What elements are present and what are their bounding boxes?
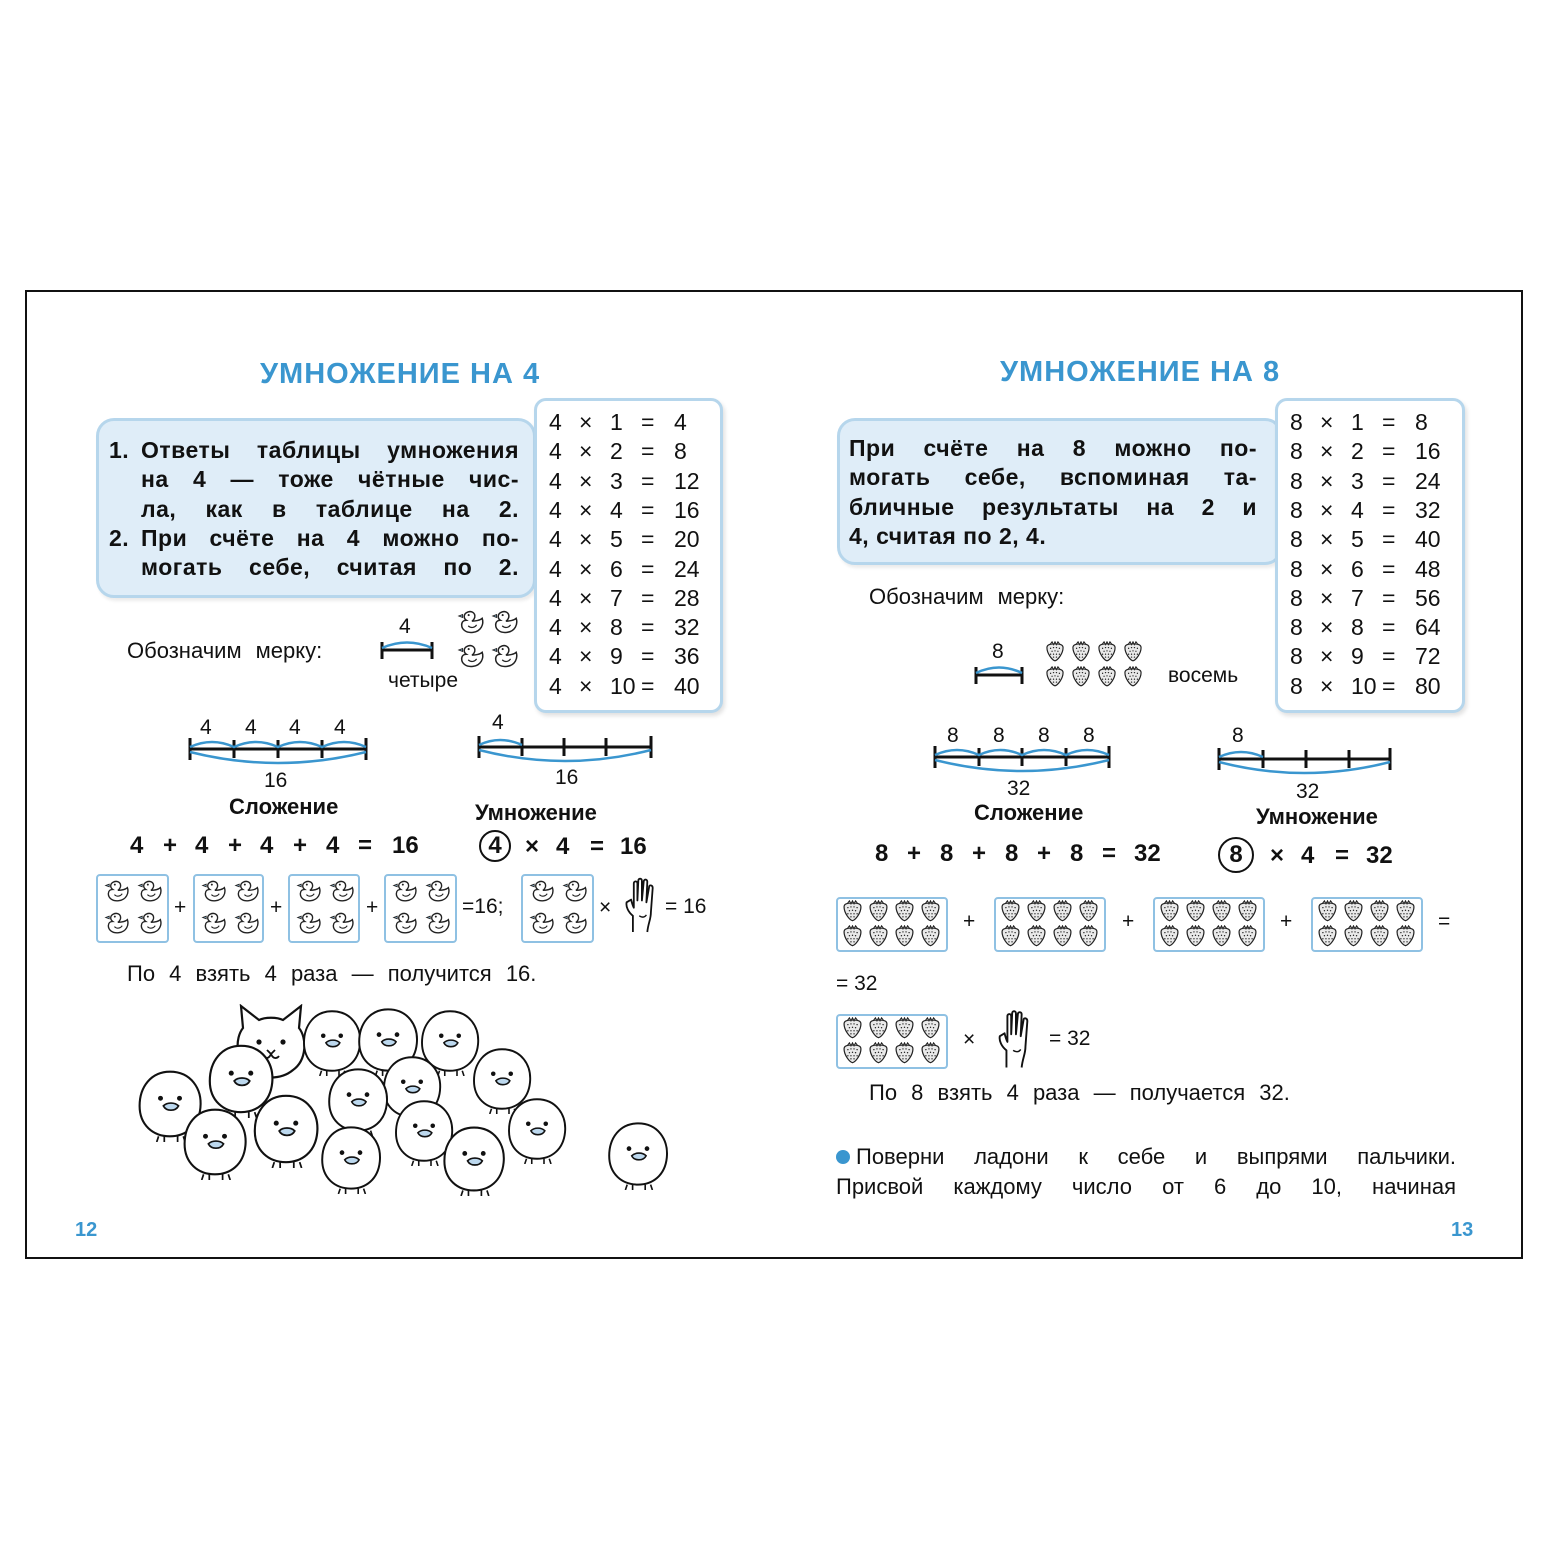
table-cell: 8 <box>1415 409 1428 435</box>
duck-icon <box>137 911 163 937</box>
rule-line: При счёте на 8 можно по- <box>849 435 1257 461</box>
table-cell: × <box>1320 467 1334 494</box>
eq-term: 8 <box>1070 840 1084 867</box>
addition-equation-left <box>130 832 430 862</box>
segment-label: 4 <box>200 716 212 739</box>
addition-label-right: Сложение <box>974 800 1084 825</box>
table-cell: 8 <box>1290 409 1303 435</box>
table-cell: 12 <box>674 467 700 494</box>
chick-icon <box>247 1090 325 1168</box>
table-cell: = <box>1382 496 1396 523</box>
strawberry-icon <box>867 1017 890 1040</box>
table-cell: = <box>641 496 655 523</box>
rule-text-right <box>849 434 1257 551</box>
eq-op: × <box>525 833 540 860</box>
strawberry-icon <box>1070 641 1092 663</box>
strawberry-icon <box>999 900 1022 923</box>
strawberry-icon <box>1210 900 1233 923</box>
strawberry-icon <box>1077 925 1100 948</box>
duck-icon <box>104 911 130 937</box>
duck-icon <box>234 911 260 937</box>
table-cell: = <box>641 526 655 553</box>
mult-label-right: Умножение <box>1256 804 1378 829</box>
table-cell: = <box>1382 438 1396 465</box>
table-cell: 6 <box>1351 555 1364 582</box>
table-cell: = <box>641 643 655 670</box>
segment-label: 4 <box>334 716 346 739</box>
table-cell: 64 <box>1415 614 1441 641</box>
table-cell: 2 <box>1351 438 1364 465</box>
eq-term: 4 <box>260 832 274 859</box>
multiplication-number-line-left <box>474 730 659 770</box>
mult-label-left: Умножение <box>475 800 597 825</box>
eq-term: 8 <box>940 840 954 867</box>
table-cell: 5 <box>1351 526 1364 553</box>
table-cell: × <box>579 614 593 641</box>
table-cell: 6 <box>610 555 623 582</box>
eq-op: + <box>972 840 987 867</box>
strawberry-icon <box>919 1017 942 1040</box>
table-cell: 16 <box>674 496 700 523</box>
page-title-left: УМНОЖЕНИЕ НА 4 <box>260 358 541 390</box>
table-cell: = <box>641 672 655 699</box>
picture-plus: + <box>270 896 283 919</box>
multiplication-equation-right <box>1218 837 1418 871</box>
segment-label: 8 <box>993 724 1005 747</box>
duck-icon <box>234 879 260 905</box>
table-cell: 36 <box>674 643 700 670</box>
picture-times: × <box>963 1028 976 1051</box>
strawberry-icon <box>1051 925 1074 948</box>
chick-icon <box>602 1118 674 1190</box>
table-cell: 2 <box>610 438 623 465</box>
segment-label: 4 <box>289 716 301 739</box>
table-cell: × <box>1320 614 1334 641</box>
strawberry-icon <box>1096 666 1118 688</box>
duck-icon <box>425 879 451 905</box>
multiplication-equation-left <box>479 830 679 862</box>
strawberry-icon <box>1236 925 1259 948</box>
table-cell: 9 <box>610 643 623 670</box>
table-cell: × <box>579 409 593 435</box>
eq-op: + <box>163 832 178 859</box>
strawberry-icon <box>1394 925 1417 948</box>
table-cell: × <box>579 643 593 670</box>
duck-icon <box>329 911 355 937</box>
table-cell: = <box>641 555 655 582</box>
chick-icon <box>315 1122 387 1194</box>
table-cell: 8 <box>1290 555 1303 582</box>
picture-result-left: =16; <box>462 895 504 918</box>
conclusion-left: По 4 взять 4 раза — получится 16. <box>127 961 537 986</box>
rule-item-1-text <box>141 436 519 524</box>
table-cell: 7 <box>1351 584 1364 611</box>
table-cell: × <box>579 467 593 494</box>
table-cell: 8 <box>1290 584 1303 611</box>
rule-item-2 <box>109 524 519 583</box>
table-cell: × <box>1320 496 1334 523</box>
strawberry-icon <box>1070 666 1092 688</box>
picture-result2-left: = 16 <box>665 895 707 918</box>
eq-op: + <box>907 840 922 867</box>
rule-line: на 4 — тоже чётные чис- <box>141 466 519 493</box>
strawberry-icon <box>841 925 864 948</box>
measure-segment-left <box>378 639 438 661</box>
table-cell: 32 <box>1415 496 1441 523</box>
table-cell: 4 <box>549 409 562 435</box>
eq-term: 4 <box>130 832 144 859</box>
chick-icon <box>437 1122 511 1196</box>
table-cell: 5 <box>610 526 623 553</box>
segment-label: 4 <box>245 716 257 739</box>
conclusion-right: По 8 взять 4 раза — получается 32. <box>869 1080 1290 1105</box>
strawberry-icon <box>1025 900 1048 923</box>
strawberry-icon <box>893 900 916 923</box>
addition-total-right: 32 <box>1007 777 1031 800</box>
eq-result: 16 <box>392 832 419 859</box>
duck-icon <box>392 879 418 905</box>
eq-term: 8 <box>1005 840 1019 867</box>
table-cell: 8 <box>1290 526 1303 553</box>
segment-label: 8 <box>947 724 959 747</box>
strawberry-icon <box>867 925 890 948</box>
picture-plus: + <box>174 896 187 919</box>
duck-icon <box>562 879 588 905</box>
strawberry-icon <box>893 925 916 948</box>
strawberry-icon <box>1342 900 1365 923</box>
table-cell: × <box>579 555 593 582</box>
textbook-spread <box>25 290 1523 1259</box>
table-cell: = <box>641 438 655 465</box>
page-title-right: УМНОЖЕНИЕ НА 8 <box>1000 356 1281 388</box>
rule-item-2-number: 2. <box>109 524 130 551</box>
table-cell: 80 <box>1415 672 1441 699</box>
picture-times: × <box>599 896 612 919</box>
table-cell: 7 <box>610 584 623 611</box>
task-line-1 <box>836 1142 1456 1172</box>
bullet-icon <box>836 1150 850 1164</box>
strawberry-icon <box>893 1042 916 1065</box>
strawberry-icon <box>919 900 942 923</box>
rule-item-1-number: 1. <box>109 437 130 463</box>
table-cell: 4 <box>1351 496 1364 523</box>
task-line-2: Присвой каждому число от 6 до 10, начиная <box>836 1174 1456 1199</box>
duck-icon <box>296 879 322 905</box>
table-cell: 48 <box>1415 555 1441 582</box>
strawberry-icon <box>1122 641 1144 663</box>
rule-line: При счёте на 4 можно по- <box>141 524 519 551</box>
strawberry-icon <box>1316 900 1339 923</box>
duck-icon <box>296 911 322 937</box>
measure-segment-right <box>972 664 1028 686</box>
addition-label-left: Сложение <box>229 794 339 819</box>
strawberry-icon <box>841 1042 864 1065</box>
table-cell: = <box>1382 584 1396 611</box>
strawberry-icon <box>1236 900 1259 923</box>
rule-item-1 <box>109 436 519 524</box>
circled-measure: 4 <box>479 830 511 862</box>
table-cell: × <box>1320 438 1334 465</box>
duck-icon <box>529 879 555 905</box>
table-cell: = <box>1382 467 1396 494</box>
eq-term: 4 <box>195 832 209 859</box>
strawberry-icon <box>867 900 890 923</box>
strawberry-icon <box>1394 900 1417 923</box>
table-cell: 10 <box>1351 672 1377 699</box>
eq-op: = <box>590 833 605 860</box>
table-cell: 56 <box>1415 584 1441 611</box>
circled-measure: 8 <box>1218 837 1254 873</box>
segment-label: 8 <box>1038 724 1050 747</box>
table-cell: 4 <box>549 496 562 523</box>
eq-term: 4 <box>556 833 570 860</box>
table-cell: 4 <box>549 614 562 641</box>
table-cell: 4 <box>549 467 562 494</box>
strawberry-icon <box>1158 900 1181 923</box>
table-cell: 8 <box>1290 672 1303 699</box>
chick-icon <box>177 1104 253 1180</box>
table-cell: × <box>579 438 593 465</box>
table-cell: × <box>579 584 593 611</box>
table-cell: 8 <box>1290 643 1303 670</box>
table-cell: 4 <box>549 438 562 465</box>
table-cell: × <box>1320 643 1334 670</box>
table-cell: 40 <box>674 672 700 699</box>
table-cell: = <box>1382 614 1396 641</box>
task-line-1-text: Поверни ладони к себе и выпрями пальчики. <box>856 1144 1456 1169</box>
eq-op: + <box>1037 840 1052 867</box>
table-cell: 24 <box>674 555 700 582</box>
rule-line: Ответы таблицы умножения <box>141 437 519 463</box>
duck-icon <box>562 911 588 937</box>
table-cell: 4 <box>610 496 623 523</box>
table-cell: 9 <box>1351 643 1364 670</box>
addition-number-line-left <box>185 732 375 772</box>
duck-icon <box>457 609 485 637</box>
duck-icon <box>329 879 355 905</box>
table-cell: × <box>579 526 593 553</box>
table-cell: 72 <box>1415 643 1441 670</box>
picture-plus: + <box>366 896 379 919</box>
mult-total-right: 32 <box>1296 780 1320 803</box>
addition-equation-right <box>875 840 1175 870</box>
table-cell: 4 <box>549 672 562 699</box>
picture-equals: = <box>1438 910 1451 933</box>
table-cell: × <box>1320 672 1334 699</box>
rule-line: могать себе, считая по 2. <box>141 554 519 581</box>
table-cell: = <box>641 584 655 611</box>
table-cell: 8 <box>1290 496 1303 523</box>
measure-value-right: 8 <box>992 640 1004 663</box>
strawberry-icon <box>1342 925 1365 948</box>
strawberry-icon <box>1096 641 1118 663</box>
picture-plus: + <box>1280 910 1293 933</box>
strawberry-icon <box>1184 925 1207 948</box>
table-cell: 10 <box>610 672 636 699</box>
eq-op: + <box>293 832 308 859</box>
table-cell: 16 <box>1415 438 1441 465</box>
strawberry-icon <box>1077 900 1100 923</box>
eq-op: + <box>228 832 243 859</box>
rule-line: бличные результаты на 2 и <box>849 493 1257 520</box>
eq-op: × <box>1270 842 1285 869</box>
strawberry-icon <box>1122 666 1144 688</box>
duck-icon <box>104 879 130 905</box>
table-cell: = <box>1382 643 1396 670</box>
table-cell: × <box>579 496 593 523</box>
table-cell: = <box>641 467 655 494</box>
strawberry-icon <box>1368 925 1391 948</box>
strawberry-icon <box>1368 900 1391 923</box>
strawberry-icon <box>841 900 864 923</box>
rule-line: 4, считая по 2, 4. <box>849 522 1047 549</box>
strawberry-icon <box>919 925 942 948</box>
duck-icon <box>201 911 227 937</box>
duck-icon <box>392 911 418 937</box>
table-cell: 28 <box>674 584 700 611</box>
task-text-right <box>836 1142 1456 1202</box>
table-cell: = <box>1382 526 1396 553</box>
picture-result-right: = 32 <box>836 972 878 995</box>
eq-result: 32 <box>1366 842 1393 869</box>
strawberry-icon <box>1044 666 1066 688</box>
strawberry-icon <box>1316 925 1339 948</box>
measure-word-right: восемь <box>1168 664 1239 687</box>
rule-text-left <box>109 436 519 582</box>
strawberry-icon <box>867 1042 890 1065</box>
table-cell: 8 <box>1351 614 1364 641</box>
rule-line: могать себе, вспоминая та- <box>849 464 1257 491</box>
table-cell: × <box>1320 555 1334 582</box>
measure-word-left: четыре <box>388 669 458 692</box>
eq-result: 32 <box>1134 840 1161 867</box>
strawberry-icon <box>1051 900 1074 923</box>
table-cell: 4 <box>549 526 562 553</box>
eq-term: 4 <box>326 832 340 859</box>
eq-op: = <box>1335 842 1350 869</box>
measure-label-left: Обозначим мерку: <box>127 638 323 663</box>
table-cell: 8 <box>674 438 687 465</box>
measure-value-left: 4 <box>399 615 411 638</box>
duck-icon <box>457 643 485 671</box>
hand-icon <box>623 874 659 936</box>
segment-label: 8 <box>1083 724 1095 747</box>
rule-line: ла, как в таблице на 2. <box>141 495 519 522</box>
page-number-left: 12 <box>75 1219 98 1241</box>
hand-icon <box>996 1007 1034 1071</box>
strawberry-icon <box>1184 900 1207 923</box>
eq-result: 16 <box>620 833 647 860</box>
measure-label-right: Обозначим мерку: <box>869 584 1065 609</box>
duck-icon <box>529 911 555 937</box>
eq-op: = <box>1102 840 1117 867</box>
page-number-right: 13 <box>1451 1219 1474 1241</box>
table-cell: 32 <box>674 614 700 641</box>
eq-term: 8 <box>875 840 889 867</box>
chicks-illustration <box>127 1004 687 1204</box>
chick-icon <box>502 1094 572 1164</box>
strawberry-icon <box>999 925 1022 948</box>
strawberry-icon <box>1025 925 1048 948</box>
table-cell: 8 <box>1290 467 1303 494</box>
duck-icon <box>137 879 163 905</box>
segment-label: 4 <box>492 711 504 734</box>
table-cell: 40 <box>1415 526 1441 553</box>
table-cell: × <box>1320 409 1334 435</box>
picture-result2-right: = 32 <box>1049 1027 1091 1050</box>
eq-term: 4 <box>1301 842 1315 869</box>
table-cell: = <box>1382 672 1396 699</box>
strawberry-icon <box>919 1042 942 1065</box>
duck-icon <box>491 643 519 671</box>
table-cell: 8 <box>1290 438 1303 465</box>
addition-total-left: 16 <box>264 769 288 792</box>
table-cell: 4 <box>549 584 562 611</box>
duck-icon <box>491 609 519 637</box>
strawberry-icon <box>841 1017 864 1040</box>
mult-total-left: 16 <box>555 766 579 789</box>
table-cell: 24 <box>1415 467 1441 494</box>
table-cell: 8 <box>1290 614 1303 641</box>
table-cell: = <box>1382 409 1396 435</box>
table-cell: 1 <box>610 409 623 435</box>
segment-label: 8 <box>1232 724 1244 747</box>
table-cell: 4 <box>549 643 562 670</box>
multiplication-number-line-right <box>1214 742 1396 782</box>
table-cell: × <box>1320 584 1334 611</box>
table-cell: 8 <box>610 614 623 641</box>
table-cell: 3 <box>610 467 623 494</box>
picture-plus: + <box>963 910 976 933</box>
table-cell: × <box>1320 526 1334 553</box>
table-cell: = <box>1382 555 1396 582</box>
table-cell: = <box>641 409 655 435</box>
strawberry-icon <box>1158 925 1181 948</box>
picture-plus: + <box>1122 910 1135 933</box>
duck-icon <box>201 879 227 905</box>
table-cell: 20 <box>674 526 700 553</box>
rule-item-2-text <box>141 524 519 583</box>
duck-icon <box>425 911 451 937</box>
strawberry-icon <box>1044 641 1066 663</box>
table-cell: × <box>579 672 593 699</box>
strawberry-icon <box>893 1017 916 1040</box>
table-cell: 1 <box>1351 409 1364 435</box>
table-cell: 4 <box>674 409 687 435</box>
strawberry-icon <box>1210 925 1233 948</box>
table-cell: = <box>641 614 655 641</box>
eq-op: = <box>358 832 373 859</box>
table-cell: 4 <box>549 555 562 582</box>
table-cell: 3 <box>1351 467 1364 494</box>
